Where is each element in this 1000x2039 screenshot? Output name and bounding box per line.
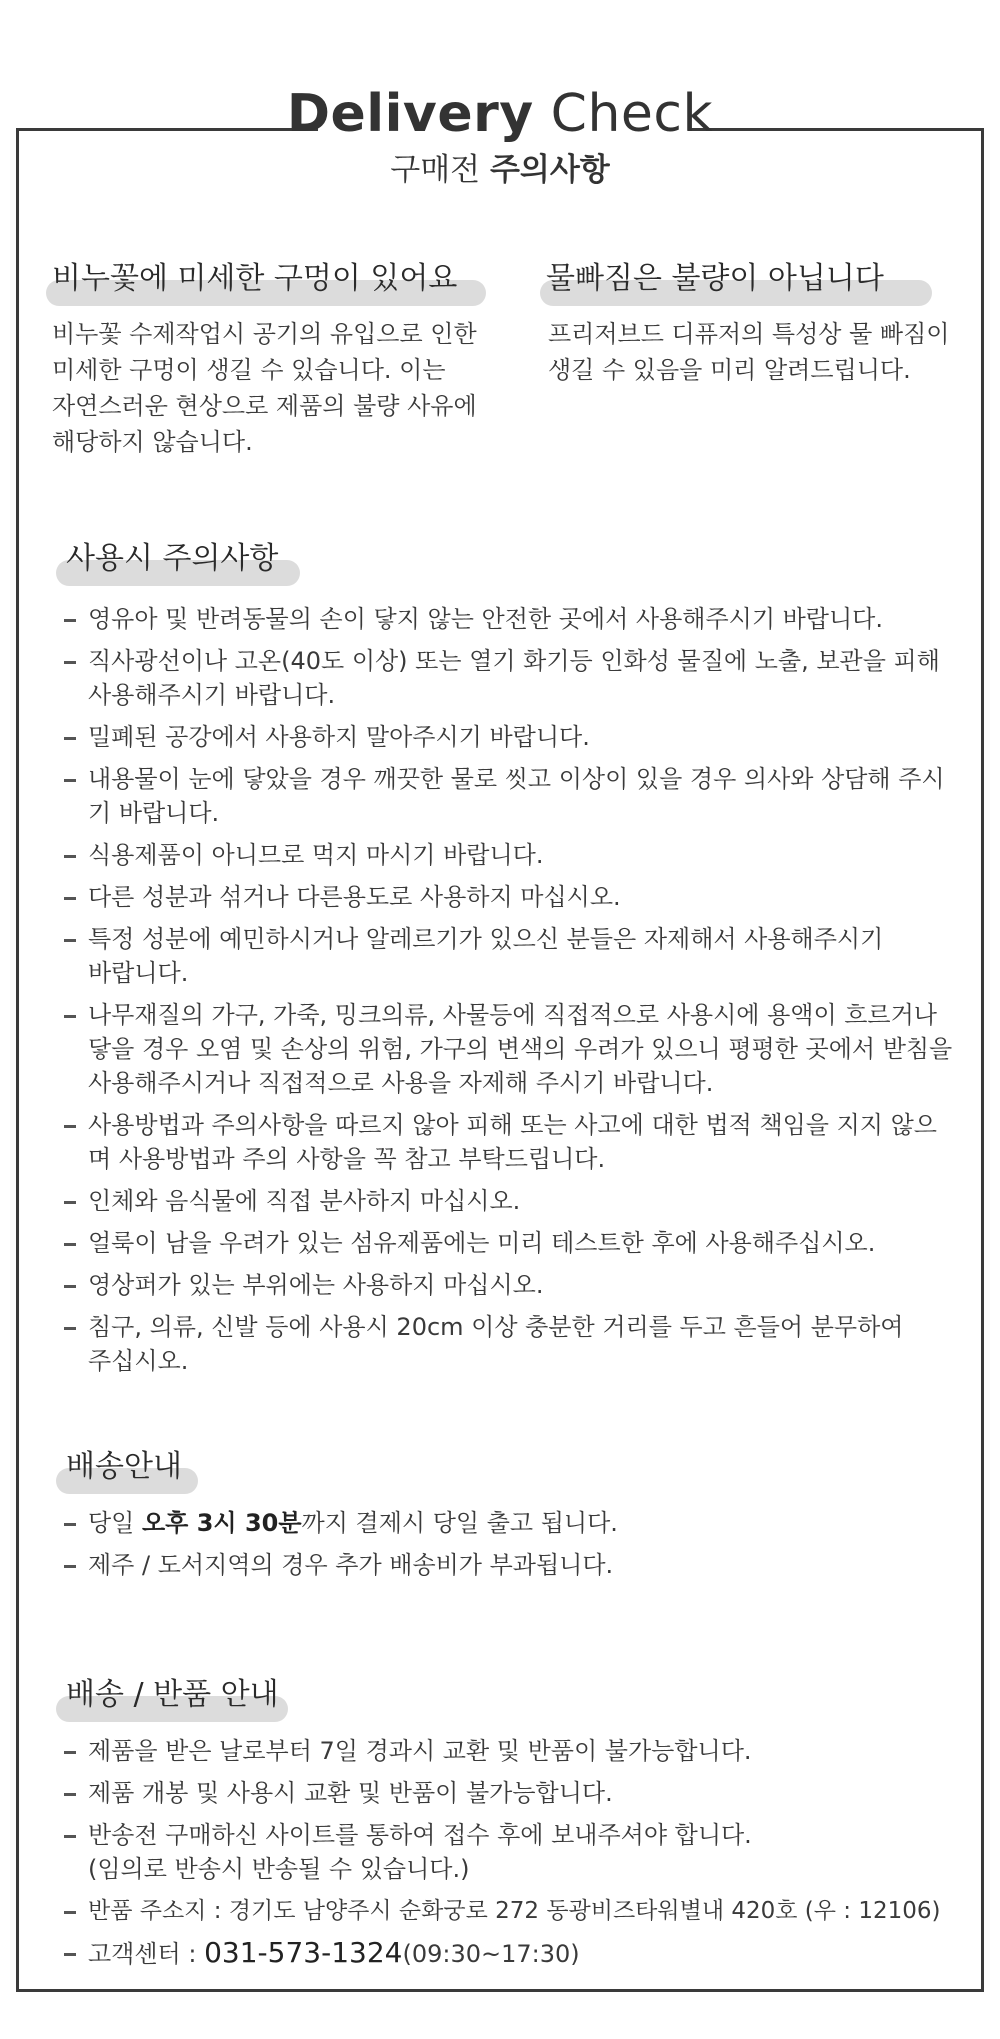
list-item [64,922,964,990]
list-item [64,1776,976,1810]
list-item-line: 침구, 의류, 신발 등에 사용시 20cm 이상 충분한 거리를 두고 흔들어 분무하여 [88,1313,904,1341]
list-item [64,720,964,754]
list-item [64,1818,976,1886]
page-subtitle [0,150,1000,190]
page-subtitle-light: 구매전 [390,152,490,188]
list-item [64,1548,964,1582]
returns-item-text: 제품을 받은 날로부터 7일 경과시 교환 및 반품이 불가능합니다. [88,1737,752,1765]
list-item [64,838,964,872]
returns-item-text: 반송전 구매하신 사이트를 통하여 접수 후에 보내주셔야 합니다. [88,1821,752,1849]
returns-list [64,1734,976,1979]
list-item [64,1108,964,1176]
notice-2-line: 프리저브드 디퓨저의 특성상 물 빠짐이 [548,320,950,348]
notice-1-line: 자연스러운 현상으로 제품의 불량 사유에 [52,392,477,420]
list-item [64,998,964,1100]
customer-center-hours: (09:30~17:30) [402,1940,580,1968]
list-item [64,1226,964,1260]
list-item-line: 사용해주시거나 직접적으로 사용을 자제해 주시기 바랍니다. [88,1069,714,1097]
delivery-cutoff-time: 오후 3시 30분 [142,1509,302,1537]
page-title [0,84,1000,144]
list-item [64,1894,976,1928]
notice-2-heading: 물빠짐은 불량이 아닙니다 [546,261,884,296]
usage-list [64,602,964,1386]
list-item [64,602,964,636]
returns-item-text: (임의로 반송시 반송될 수 있습니다.) [88,1855,470,1883]
list-item-line: 내용물이 눈에 닿았을 경우 깨끗한 물로 씻고 이상이 있을 경우 의사와 상담해 주시 [88,765,945,793]
returns-item-text: 제품 개봉 및 사용시 교환 및 반품이 불가능합니다. [88,1779,613,1807]
list-item [64,1506,964,1540]
notice-1-line: 해당하지 않습니다. [52,428,253,456]
list-item-line: 직사광선이나 고온(40도 이상) 또는 열기 화기등 인화성 물질에 노출, 보관을 피해 [88,647,940,675]
list-item [64,644,964,712]
list-item-line: 나무재질의 가구, 가죽, 밍크의류, 사물등에 직접적으로 사용시에 용액이 흐르거나 [88,1001,937,1029]
list-item-line: 며 사용방법과 주의 사항을 꼭 참고 부탁드립니다. [88,1145,606,1173]
notice-2-line: 생길 수 있음을 미리 알려드립니다. [548,356,911,384]
list-item [64,762,964,830]
list-item-line: 영유아 및 반려동물의 손이 닿지 않는 안전한 곳에서 사용해주시기 바랍니다. [88,605,883,633]
list-item-line: 닿을 경우 오염 및 손상의 위험, 가구의 변색의 우려가 있으니 평평한 곳에서 받침을 [88,1035,953,1063]
list-item [64,1936,976,1971]
notice-1-line: 비누꽃 수제작업시 공기의 유입으로 인한 [52,320,477,348]
return-address: 반품 주소지 : 경기도 남양주시 순화궁로 272 동광비즈타워별내 420호 (우 : 12106) [88,1898,941,1924]
list-item-line: 사용해주시기 바랍니다. [88,681,336,709]
list-item [64,880,964,914]
list-item [64,1734,976,1768]
list-item [64,1268,964,1302]
delivery-item-text: 제주 / 도서지역의 경우 추가 배송비가 부과됩니다. [88,1551,614,1579]
list-item [64,1184,964,1218]
page-title-rest: Check [533,84,714,144]
list-item-line: 영상퍼가 있는 부위에는 사용하지 마십시오. [88,1271,544,1299]
list-item-line: 얼룩이 남을 우려가 있는 섬유제품에는 미리 테스트한 후에 사용해주십시오. [88,1229,876,1257]
delivery-item-text: 당일 [88,1509,142,1537]
notice-1-text [52,316,492,460]
list-item-line: 다른 성분과 섞거나 다른용도로 사용하지 마십시오. [88,883,621,911]
list-item [64,1310,964,1378]
delivery-item-text: 까지 결제시 당일 출고 됩니다. [301,1509,618,1537]
list-item-line: 식용제품이 아니므로 먹지 마시기 바랍니다. [88,841,544,869]
list-item-line: 특정 성분에 예민하시거나 알레르기가 있으신 분들은 자제해서 사용해주시기 [88,925,884,953]
returns-heading: 배송 / 반품 안내 [66,1677,279,1712]
list-item-line: 인체와 음식물에 직접 분사하지 마십시오. [88,1187,521,1215]
page-title-bold: Delivery [286,84,534,144]
usage-heading: 사용시 주의사항 [66,541,279,576]
delivery-heading: 배송안내 [66,1449,182,1484]
page-subtitle-bold: 주의사항 [489,152,610,188]
list-item-line: 사용방법과 주의사항을 따르지 않아 피해 또는 사고에 대한 법적 책임을 지지 않으 [88,1111,937,1139]
list-item-line: 바랍니다. [88,959,189,987]
customer-center-label: 고객센터 : [88,1940,205,1968]
customer-center-phone: 031-573-1324 [204,1936,403,1969]
list-item-line: 기 바랍니다. [88,799,220,827]
notice-2-text [548,316,968,388]
list-item-line: 주십시오. [88,1347,189,1375]
notice-1-line: 미세한 구멍이 생길 수 있습니다. 이는 [52,356,446,384]
notice-1-heading: 비누꽃에 미세한 구멍이 있어요 [52,261,458,296]
delivery-list [64,1506,964,1590]
list-item-line: 밀폐된 공강에서 사용하지 말아주시기 바랍니다. [88,723,590,751]
